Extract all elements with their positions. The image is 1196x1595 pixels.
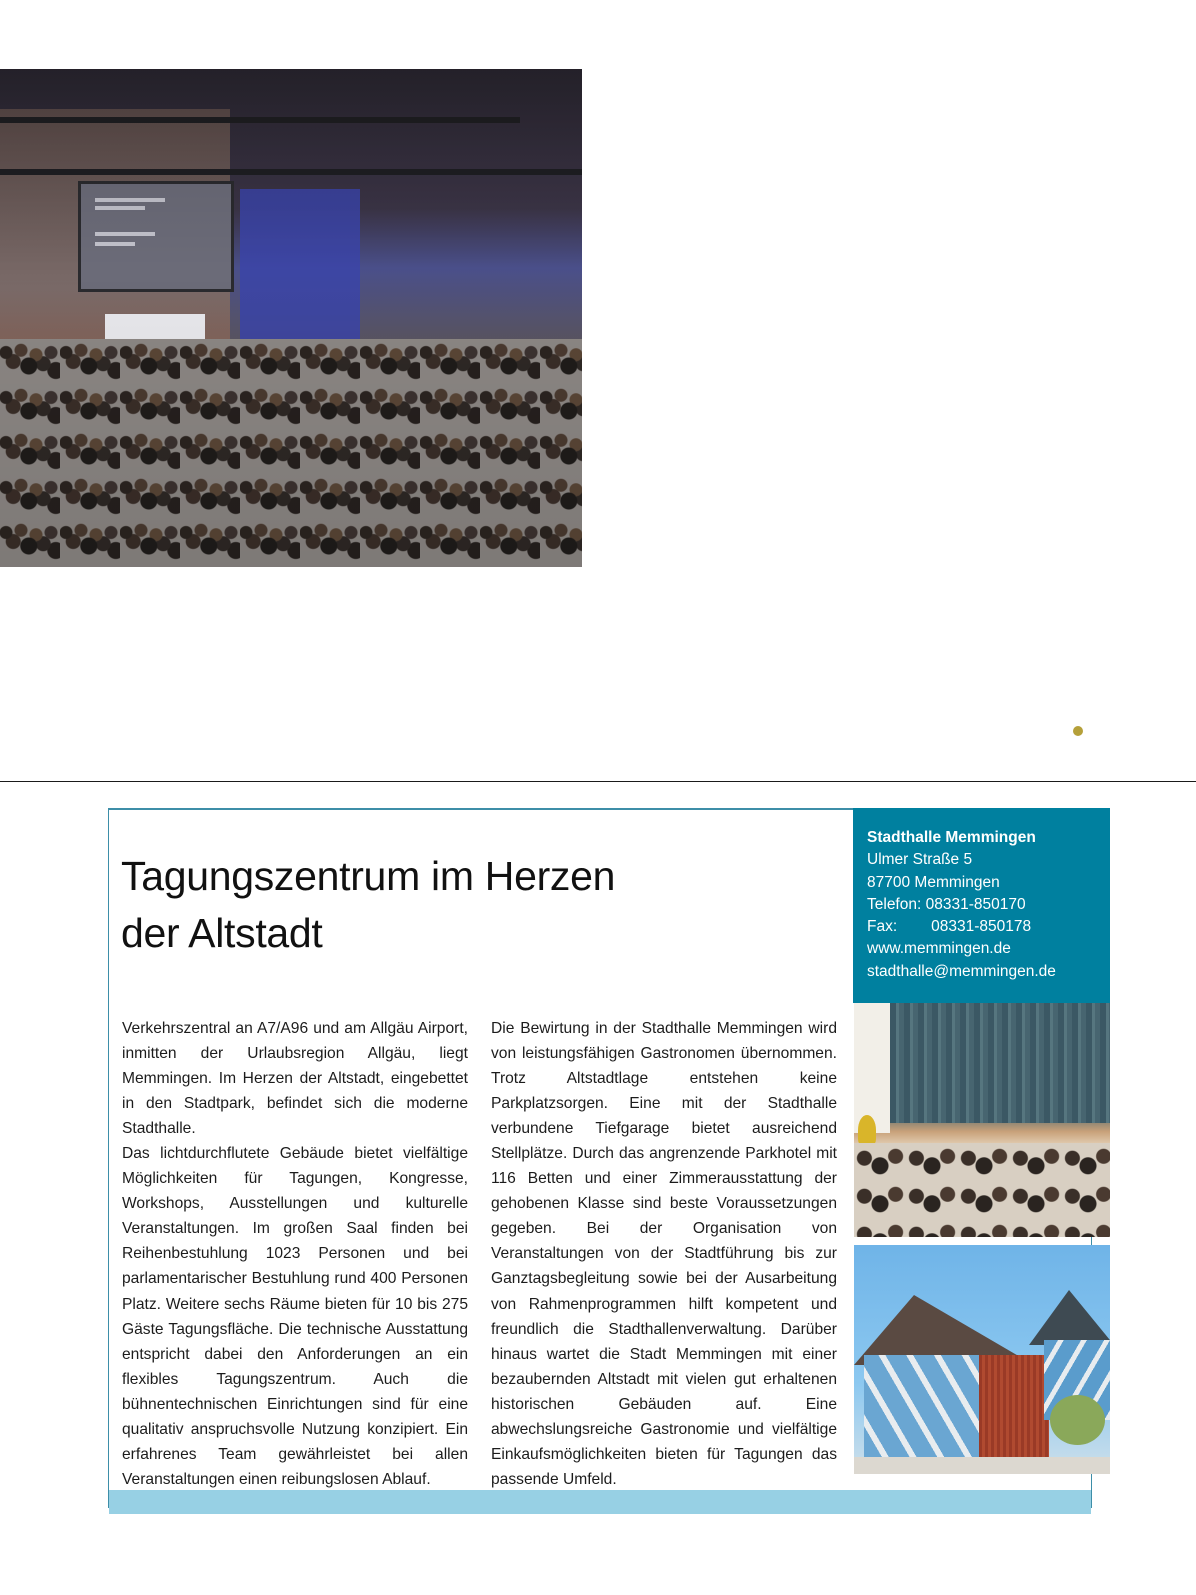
venue-street: Ulmer Straße 5 [867,851,973,869]
paragraph: Das lichtdurchflutete Gebäude bietet vielfältige Möglichkeiten für Tagungen, Kongresse, Workshops, Ausstellungen und kulturelle Veranstaltungen. Im großen Saal finden bei Reihenbestuhlung 1023 Personen und bei parlamentarischer Bestuhlung rund 400 Personen Platz. Weitere sechs Räume bieten für 10 bis 275 Gäste Tagungsfläche. Die technische Ausstattung entspricht dabei den Anforderungen an ein flexibles Tagungszentrum. Auch die bühnentechnischen Einrichtungen sind für eine qualitativ anspruchsvolle Nutzung konzipiert. Ein erfahrenes Team gewährleistet bei allen Veranstaltungen einen reibungslosen Ablauf. [122,1145,468,1488]
phone-line [867,894,1096,916]
paragraph: Verkehrszentral an A7/A96 und am Allgäu Airport, inmitten der Urlaubsregion Allgäu, liegt Memmingen. Im Herzen der Altstadt, eingebettet in den Stadtpark, befindet sich die moderne Stadthalle. [122,1020,468,1138]
article-column-2 [491,1016,837,1492]
article-column-1 [122,1016,468,1492]
email-link[interactable]: stadthalle@memmingen.de [867,962,1056,980]
contact-panel [853,808,1110,1003]
fax-line [867,916,1096,938]
stadthalle-building-photo [854,1245,1110,1474]
article-title [121,848,615,962]
horizontal-divider [0,781,1196,782]
title-line: Tagungszentrum im Herzen [121,853,616,899]
title-line: der Altstadt [121,910,323,956]
paragraph: Die Bewirtung in der Stadthalle Memmingen wird von leistungsfähigen Gastronomen übernommen. Trotz Altstadtlage entstehen keine Parkplatzsorgen. Eine mit der Stadthalle verbundene Tiefgarage bietet ausreichend Stellplätze. Durch das angrenzende Parkhotel mit 116 Betten und einer Zimmerausstattung der gehobenen Klasse sind beste Voraussetzungen gegeben. Bei der Organisation von Veranstaltungen von der Stadtführung bis zur Ganztagsbegleitung sowie bei der Ausarbeitung von Rahmenprogrammen hilft kompetent und freundlich die Stadthallenverwaltung. Darüber hinaus wartet die Stadt Memmingen mit einer bezaubernden Altstadt mit vielen gut erhaltenen historischen Gebäuden auf. Eine abwechslungsreiche Gastronomie und vielfältige Einkaufsmöglichkeiten bieten für Tagungen das passende Umfeld. [491,1020,837,1488]
website-link[interactable]: www.memmingen.de [867,940,1011,958]
audience [854,1143,1110,1237]
venue-city: 87700 Memmingen [867,873,1000,891]
tree [1050,1395,1105,1445]
conference-hall-photo [0,69,582,567]
fax-label: Fax: [867,918,898,936]
phone-number: 08331-850170 [925,895,1026,913]
fax-number: 08331-850178 [931,918,1032,936]
phone-label: Telefon: [867,895,922,913]
panel-discussion-photo [854,1003,1110,1237]
ground [854,1457,1110,1474]
bottom-accent-bar [109,1490,1091,1514]
page-marker-dot [1073,726,1083,736]
venue-name: Stadthalle Memmingen [867,829,1036,846]
roof [1029,1290,1110,1345]
flower-arrangement [858,1115,876,1145]
stage-curtain [890,1003,1110,1123]
